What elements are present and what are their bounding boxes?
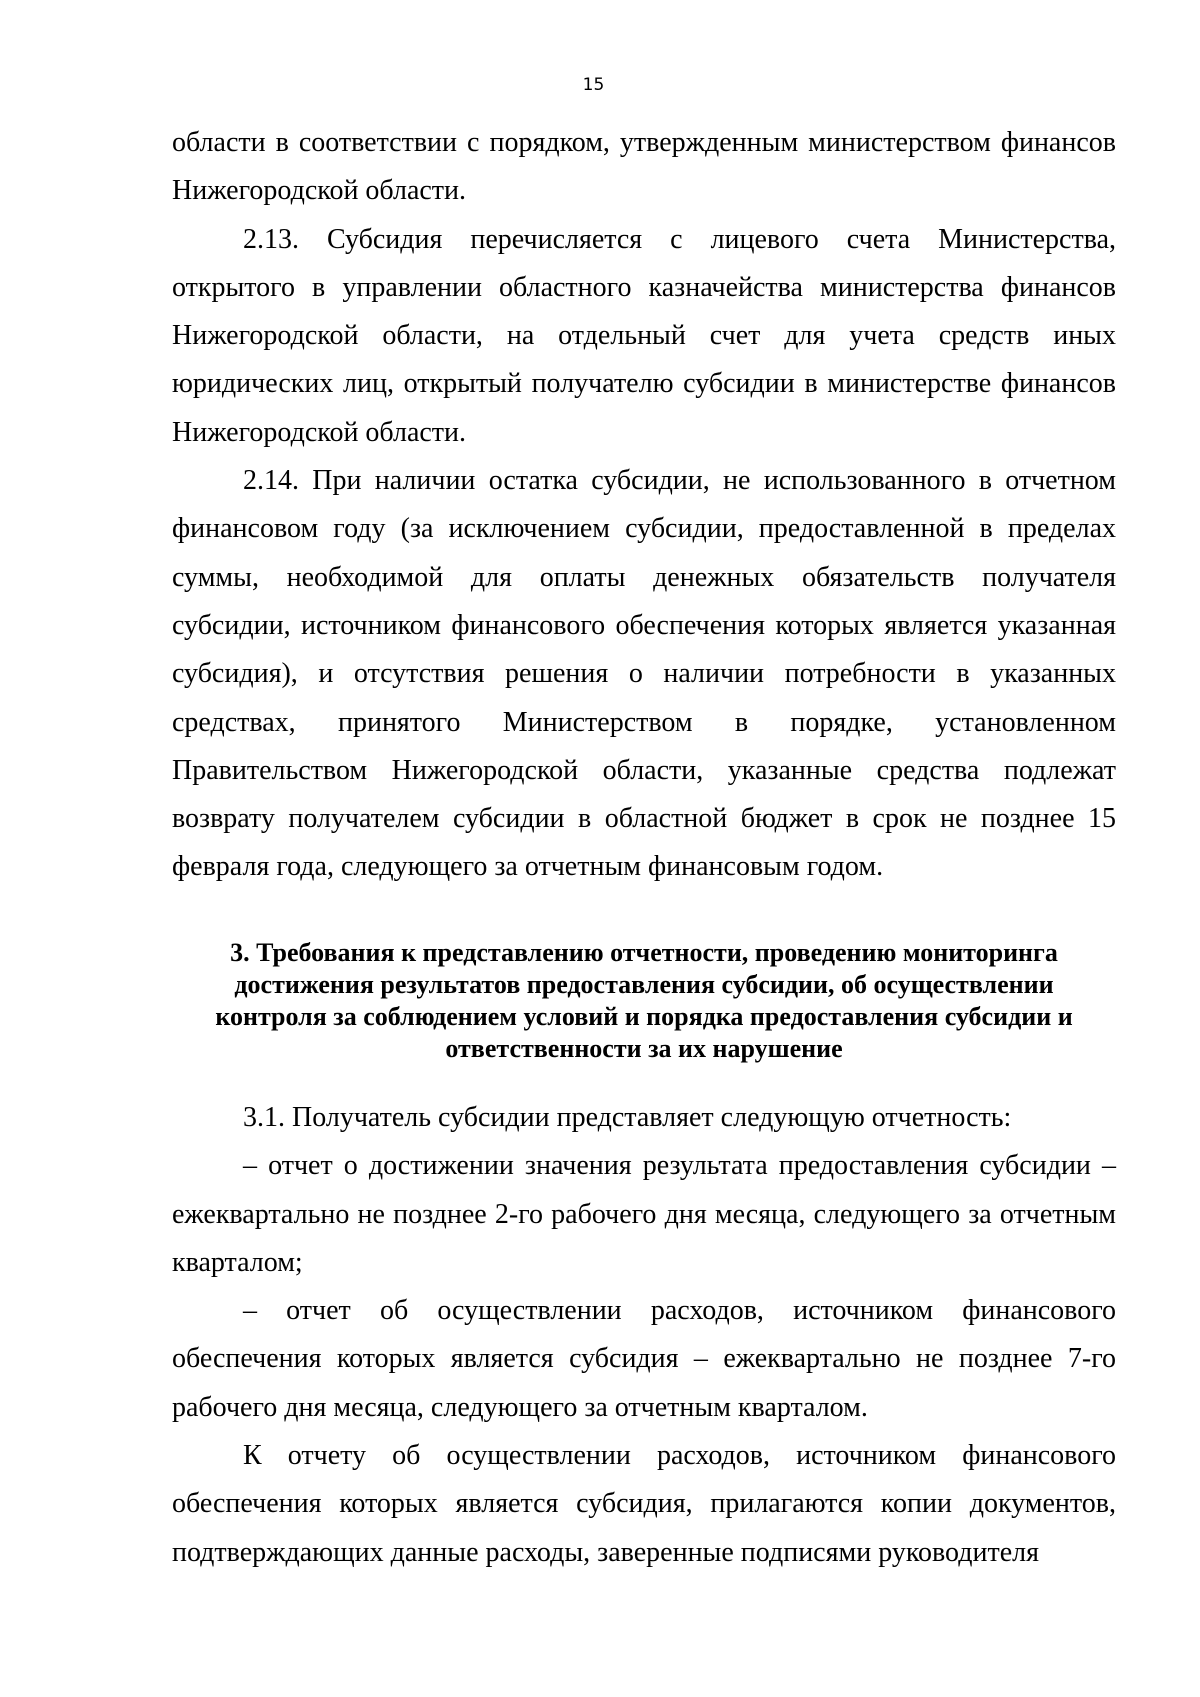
list-item-expenses-report: – отчет об осуществлении расходов, источником финансового обеспечения которых является субсидия – ежеквартально не позднее 7-го рабочего дня месяца, следующего за отчетным кварталом. [172,1295,1116,1423]
section-2-text [172,119,1116,892]
list-item-quarterly-result-report: – отчет о достижении значения результата предоставления субсидии – ежеквартально не позднее 2-го рабочего дня месяца, следующего за отчетным кварталом; [172,1150,1116,1278]
section-3-text [172,1094,1116,1577]
paragraph-3-1: 3.1. Получатель субсидии представляет следующую отчетность: [243,1102,1012,1133]
paragraph-2-14: 2.14. При наличии остатка субсидии, не использованного в отчетном финансовом году (за исключением субсидии, предоставленной в пределах суммы, необходимой для оплаты денежных обязательств получателя субсидии, источником финансового обеспечения которых является указанная субсидия), и отсутствия решения о наличии потребности в указанных средствах, принятого Министерством в порядке, установленном Правительством Нижегородской области, указанные средства подлежат возврату получателем субсидии в областной бюджет в срок не позднее 15 февраля года, следующего за отчетным финансовым годом. [172,465,1116,883]
heading-line: достижения результатов предоставления субсидии, об осуществлении [234,970,1054,999]
heading-line: контроля за соблюдением условий и порядка предоставления субсидии и [215,1002,1073,1031]
page-number: 15 [582,75,605,95]
heading-line: 3. Требования к представлению отчетности, проведению мониторинга [230,938,1058,967]
paragraph-continuation: области в соответствии с порядком, утвержденным министерством финансов Нижегородской области. [172,127,1116,207]
paragraph-attachments: К отчету об осуществлении расходов, источником финансового обеспечения которых является субсидия, прилагаются копии документов, подтверждающих данные расходы, заверенные подписями руководителя [172,1440,1116,1568]
paragraph-2-13: 2.13. Субсидия перечисляется с лицевого счета Министерства, открытого в управлении областного казначейства министерства финансов Нижегородской области, на отдельный счет для учета средств иных юридических лиц, открытый получателю субсидии в министерстве финансов Нижегородской области. [172,223,1116,448]
heading-line: ответственности за их нарушение [445,1034,843,1063]
section-3-heading [160,937,1128,1065]
